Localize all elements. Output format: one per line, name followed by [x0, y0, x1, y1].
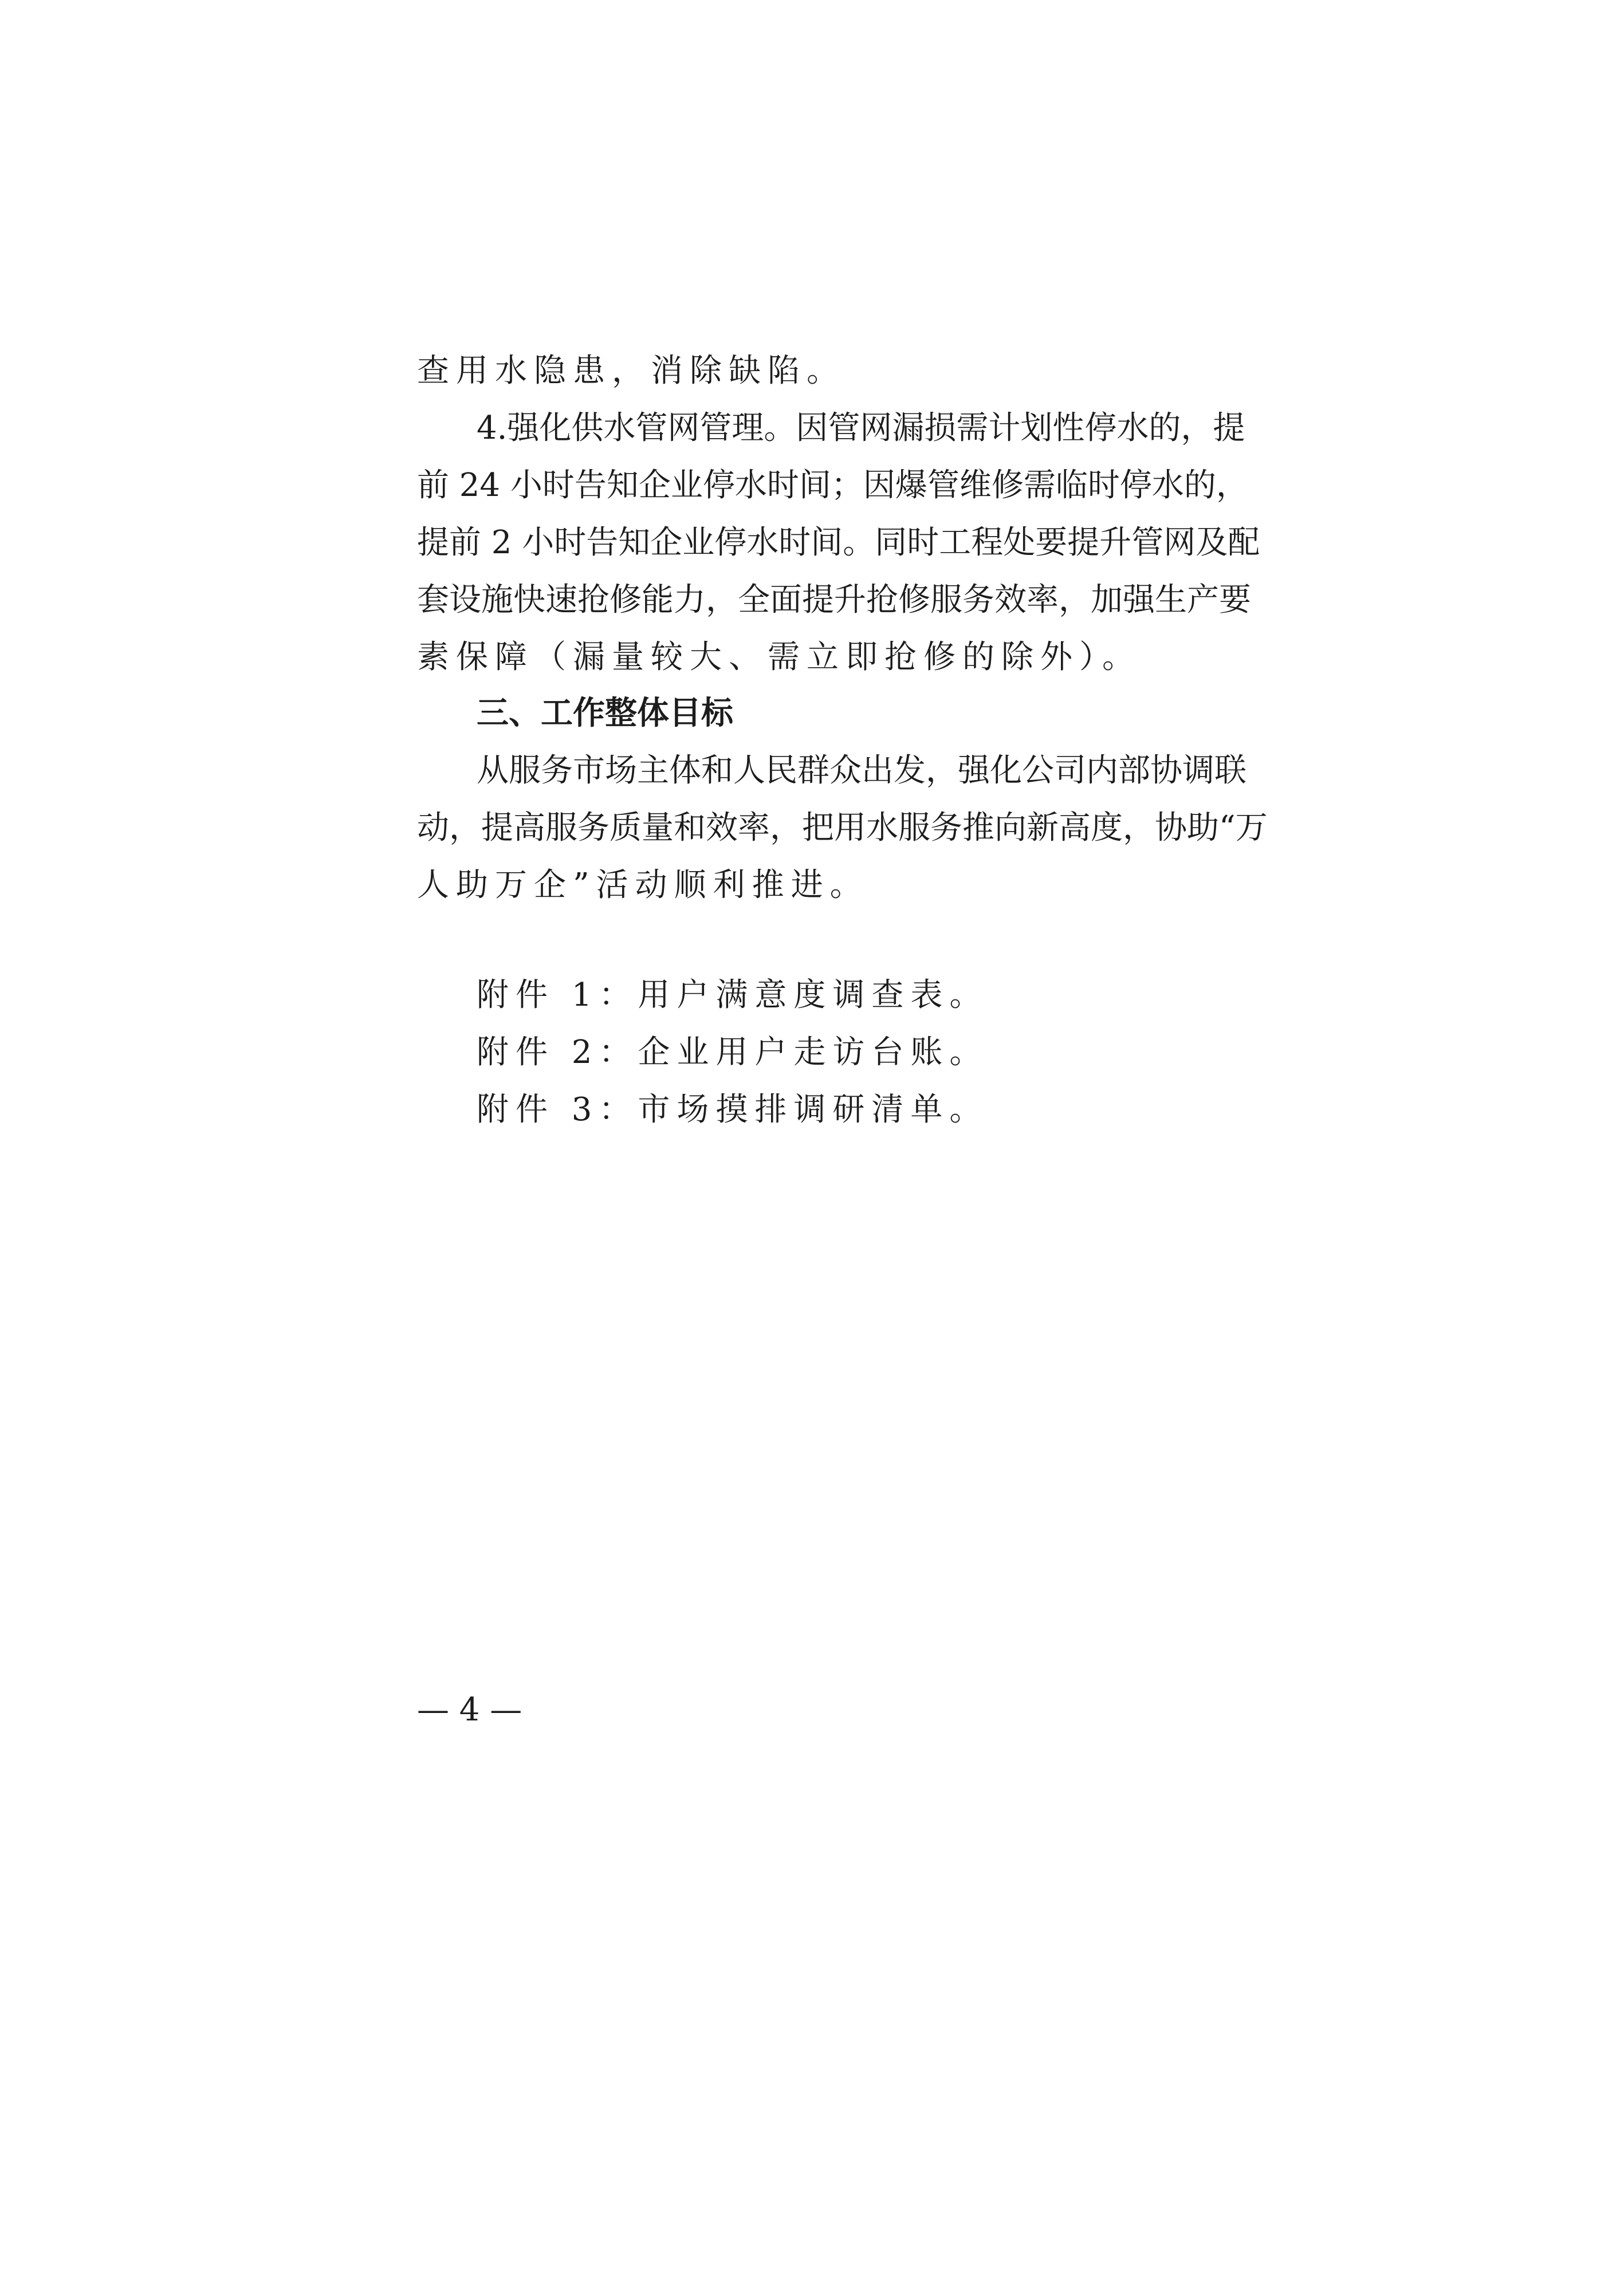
page-number: — 4 — — [417, 1691, 522, 1728]
body-text-line: 前 24 小时告知企业停水时间；因爆管维修需临时停水的， — [417, 467, 1248, 504]
body-text-line: 提前 2 小时告知企业停水时间。同时工程处要提升管网及配 — [417, 524, 1260, 561]
body-text-line: 套设施快速抢修能力，全面提升抢修服务效率，加强生产要 — [417, 581, 1251, 619]
body-text-line: 查用水隐患，消除缺陷。 — [417, 352, 846, 389]
attachment-item: 附件 1：用户满意度调查表。 — [477, 976, 989, 1014]
body-text-line: 素保障（漏量较大、需立即抢修的除外）。 — [417, 639, 1141, 676]
body-text-line: 4.强化供水管网管理。因管网漏损需计划性停水的，提 — [477, 409, 1245, 447]
body-text-line: 从服务市场主体和人民群众出发，强化公司内部协调联 — [477, 752, 1246, 789]
body-text-line: 人助万企”活动顺利推进。 — [417, 867, 869, 904]
body-text-line: 动，提高服务质量和效率，把用水服务推向新高度，协助“万 — [417, 809, 1268, 846]
attachment-item: 附件 3：市场摸排调研清单。 — [477, 1091, 989, 1128]
attachment-item: 附件 2：企业用户走访台账。 — [477, 1034, 989, 1071]
section-heading: 三、工作整体目标 — [477, 695, 733, 732]
